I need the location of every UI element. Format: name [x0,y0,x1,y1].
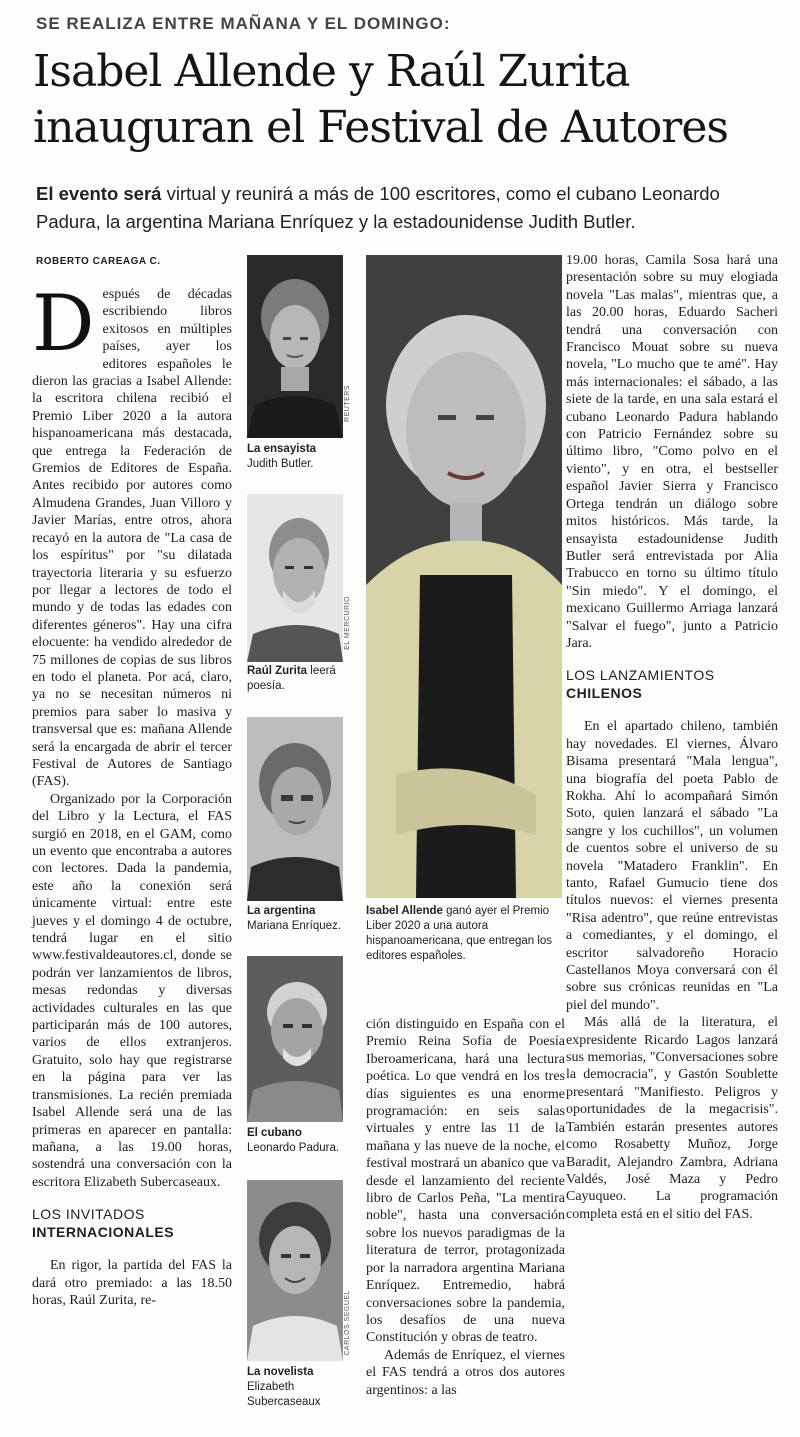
deck [36,180,776,236]
caption-raul-zurita [247,664,347,694]
subheading-internacionales [32,1205,232,1241]
deck-text: virtual y reunirá a más de 100 escritores, como el cubano Leonardo Padura, la argentina Mariana Enríquez y la estadounidense Judith Butler. [36,183,720,232]
caption-bold: La ensayista [247,443,317,455]
article-column-3 [366,1016,565,1399]
photo-judith-butler [247,255,343,438]
caption-leonardo-padura [247,1126,347,1156]
photo-leonardo-padura [247,956,343,1122]
subheading-line-1: LOS LANZAMIENTOS [566,667,715,684]
caption-isabel-allende [366,904,566,964]
subheading-line-1: LOS INVITADOS [32,1206,145,1223]
caption-bold: El cubano [247,1127,302,1139]
photo-credit: CARLOS SEGUEL [344,1290,351,1356]
paragraph: En rigor, la partida del FAS la dará otro premiado: a las 18.50 horas, Raúl Zurita, re- [32,1258,232,1308]
subheading-chilenos [566,666,778,702]
paragraph: En el apartado chileno, también hay novedades. El viernes, Álvaro Bisama presentará "Mala lengua", una biografía del poeta Pablo de Rokha. Ahí lo acompañará Simón Soto, quien lanzará el sábado "La sangre y los cuchillos", un volumen de cuentos sobre el universo de su novela "Matadero Franklin". En tanto, Rafael Gumucio tiene dos títulos nuevos: el viernes presenta "Risa adentro", que reúne entrevistas a comediantes, y el domingo, el escritor salvadoreño Horacio Castellanos Moya conversará con él sobre sus crónicas reunidas en "La piel del mundo". [566,719,778,1013]
subheading-line-2: INTERNACIONALES [32,1224,175,1241]
caption-judith-butler [247,442,347,472]
photo-credit: REUTERS [344,385,351,422]
caption-bold: Raúl Zurita [247,665,308,677]
photo-elizabeth-subercaseaux [247,1180,343,1361]
paragraph: Además de Enríquez, el viernes el FAS tendrá a otros dos autores argentinos: a las [366,1347,565,1398]
caption-bold: Isabel Allende [366,905,443,917]
caption-text: Judith Butler. [247,458,314,470]
drop-cap: D [32,279,95,369]
caption-text: leerá poesía. [247,665,336,692]
headline: Isabel Allende y Raúl Zurita inauguran el Festival de Autores [33,46,728,153]
paragraph: Organizado por la Corporación del Libro y la Lectura, el FAS surgió en 2018, en el GAM, como un evento que encontraba a autores con lectores. Dada la pandemia, este año la conexión será únicamente virtual: entre este jueves y el domingo 4 de octubre, tendrá lugar en el sitio www.festivaldeautores.cl, donde se podrán ver lanzamientos de libros, mesas redondas y diversas actividades culturales en las que participarán más de 100 autores, varios de ellos extranjeros. Gratuito, solo hay que registrarse en la página para ver las transmisiones. La recién premiada Isabel Allende será una de las primeras en aparecer en pantalla: mañana, a las 19.00 horas, sostendrá una conversación con la escritora Elizabeth Subercaseaux. [32,791,232,1190]
caption-text: Leonardo Padura. [247,1142,340,1154]
article-column-4 [566,252,778,1223]
deck-lead: El evento será [36,183,162,204]
caption-bold: La novelista [247,1366,314,1378]
photo-isabel-allende [366,255,562,898]
paragraph [32,279,232,791]
caption-text: ganó ayer el Premio Liber 2020 a una autora hispanoamericana, que entregan los editores españoles. [366,905,553,962]
caption-text: Elizabeth Subercaseaux [247,1381,321,1408]
paragraph: ción distinguido en España con el Premio Reina Sofía de Poesía Iberoamericana, hará una lectura poética. Lo que vendrá en los tres días siguientes es una enorme programación: en seis salas virtuales y entre las 11 de la mañana y las nueve de la noche, el festival mostrará un abanico que va desde el lanzamiento del reciente libro de Carlos Peña, "La mentira noble", hasta una conversación sobre los nuevos paradigmas de la literatura de terror, protagonizada por la narradora argentina Mariana Enríquez. Entremedio, habrá conversaciones sobre la pandemia, los desafíos de una nueva Constitución y obras de teatro. [366,1017,565,1346]
photo-credit: EL MERCURIO [344,596,351,650]
photo-raul-zurita [247,494,343,662]
caption-bold: La argentina [247,905,316,917]
byline: ROBERTO CAREAGA C. [36,256,161,267]
photo-mariana-enriquez [247,717,343,901]
article-column-1 [32,279,232,1309]
paragraph: Más allá de la literatura, el expresidente Ricardo Lagos lanzará sus memorias, "Conversaciones sobre la democracia", y Gastón Soublette presentará "Manifiesto. Peligros y oportunidades de la megacrisis". También estarán presentes autores como Rosabetty Muñoz, Jorge Baradit, Alejandro Zambra, Adriana Valdés, José Maza y Pedro Cayuqueo. La programación completa está en el sitio del FAS. [566,1015,778,1222]
subheading-line-2: CHILENOS [566,685,643,702]
kicker: SE REALIZA ENTRE MAÑANA Y EL DOMINGO: [36,14,451,33]
caption-elizabeth-subercaseaux [247,1365,347,1410]
paragraph: 19.00 horas, Camila Sosa hará una presentación sobre su muy elogiada novela "Las malas", mientras que, a las 20.00 horas, Eduardo Sacheri tendrá una conversación con Francisco Mouat sobre su nueva novela, "Lo mucho que te amé". Hay más internacionales: el sábado, a las siete de la tarde, en una sala estará el cubano Leonardo Padura hablando con Patricio Fernández sobre su último libro, "Como polvo en el viento", y en otra, el bestseller español Javier Sierra y Francisco Ortega tendrán un diálogo sobre mitos históricos. Más tarde, la ensayista estadounidense Judith Butler será entrevistada por Alia Trabucco en torno su último título "Sin miedo". Y el domingo, el mexicano Guillermo Arriaga lanzará "Salvar el fuego", junto a Patricio Jara. [566,253,778,651]
caption-text: Mariana Enríquez. [247,920,341,932]
paragraph-text: espués de décadas escribiendo libros exitosos en múltiples países, ayer los editores españoles le dieron las gracias a Isabel Allende: la escritora chilena recibió el Premio Liber 2020 a la autora hispanoamericana más destacada, que entrega la Federación de Gremios de Editores de España. Antes recibido por autores como Almudena Grandes, Juan Villoro y Javier Marías, entre otros, ahora recayó en la autora de "La casa de los espíritus" por "su dilatada trayectoria literaria y su esfuerzo por llegar a lectores de todo el mundo y de todas las edades con diferentes géneros". Hay una cifra elocuente: ha vendido alrededor de 75 millones de copias de sus libros en todo el planeta. Por acá, claro, ya no se necesitan números ni premios para saber lo masiva y transversal que es: mañana Allende será la encargada de abrir el tercer Festival de Autores de Santiago (FAS). [32,287,232,790]
caption-mariana-enriquez [247,904,347,934]
